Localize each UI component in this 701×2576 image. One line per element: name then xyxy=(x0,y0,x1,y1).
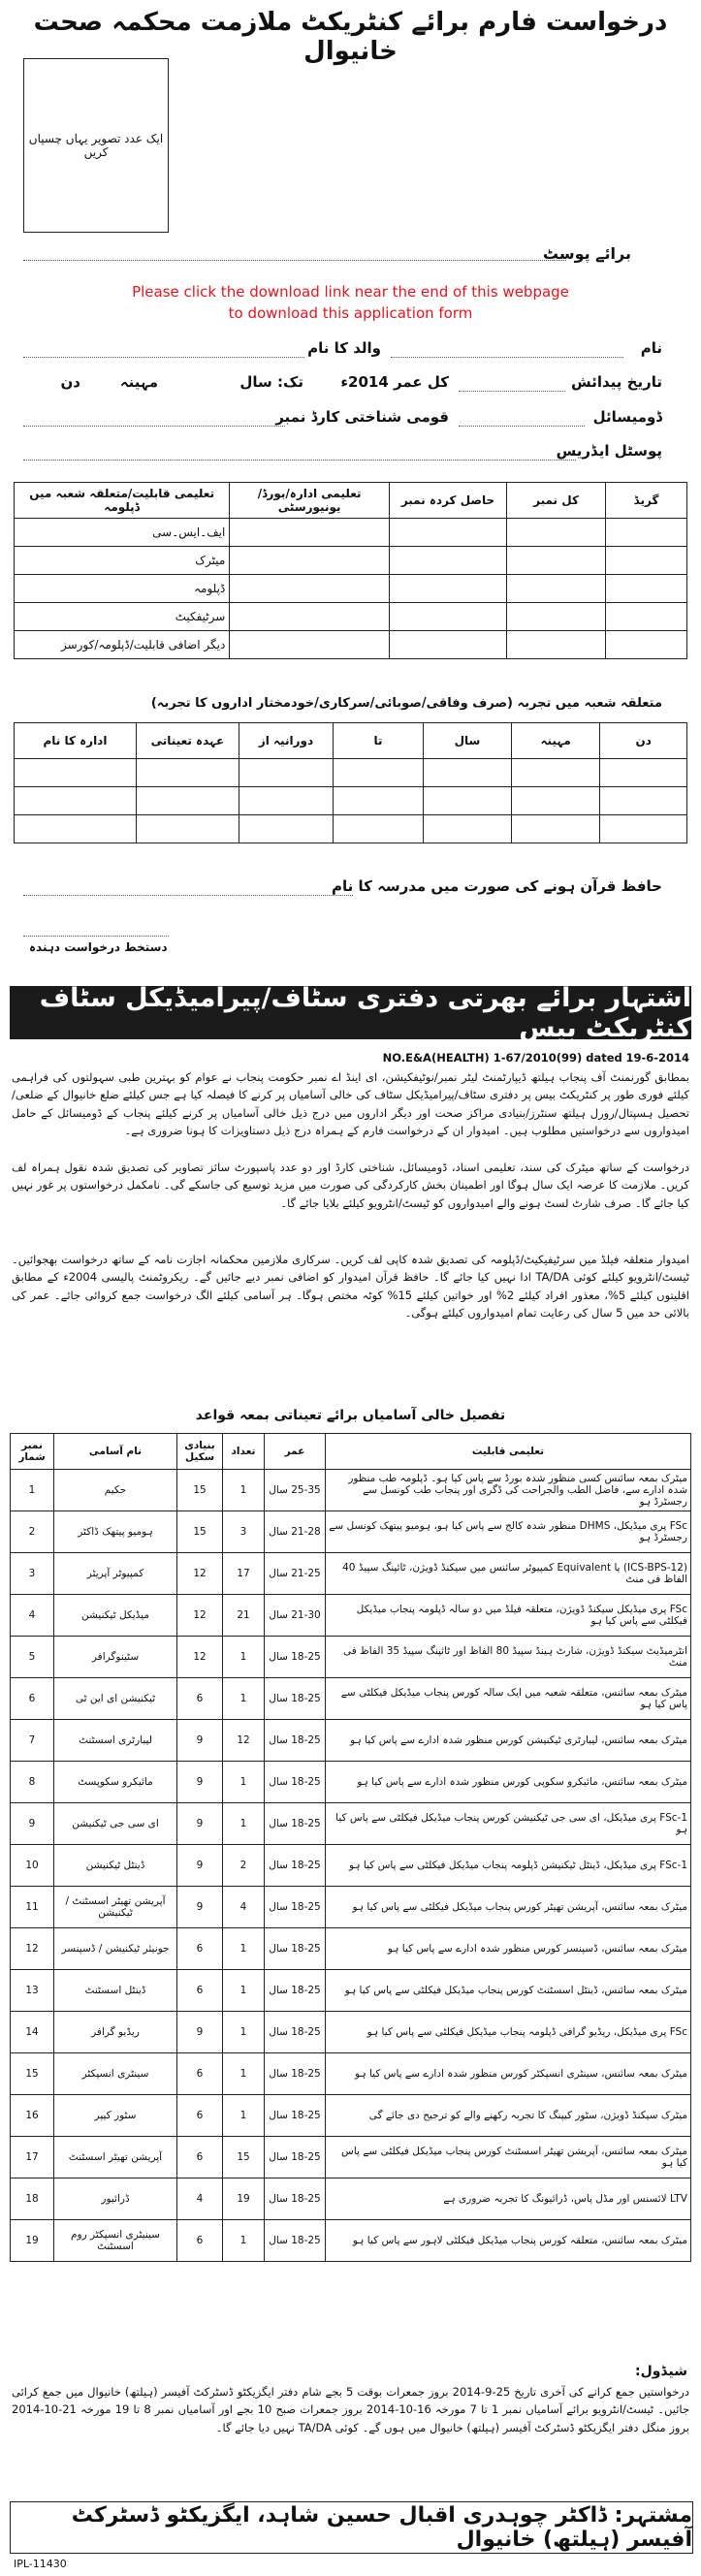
post-qualification: میٹرک بمعہ سائنس، ڈینٹل اسسٹنٹ کورس پنجاب میڈیکل فیکلٹی سے پاس کیا ہو xyxy=(326,1970,691,2012)
post-name: آپریشن تھیٹر اسسٹنٹ xyxy=(54,2137,177,2178)
posts-header: بنیادی سکیل xyxy=(177,1434,223,1470)
posts-header: تعلیمی قابلیت xyxy=(326,1434,691,1470)
post-scale: 15 xyxy=(177,1470,223,1511)
signature-line xyxy=(23,936,169,937)
post-age: 25-35 سال xyxy=(265,1470,326,1511)
post-count: 1 xyxy=(223,2095,265,2137)
experience-title: متعلقہ شعبہ میں تجربہ (صرف وفاقی/صوبائی/سرکاری/خودمختار اداروں کا تجربہ) xyxy=(150,696,662,711)
post-number: 15 xyxy=(11,2053,54,2095)
post-number: 7 xyxy=(11,1720,54,1762)
post-qualification: انٹرمیڈیٹ سیکنڈ ڈویژن، شارٹ ہینڈ سپیڈ 80 الفاظ اور ٹائپنگ سپیڈ 35 الفاظ فی منٹ xyxy=(326,1637,691,1678)
qual-header: گریڈ xyxy=(606,483,687,519)
post-scale: 9 xyxy=(177,2012,223,2053)
father-label: والد کا نام xyxy=(307,339,381,357)
qual-row-label: ڈپلومہ xyxy=(15,575,230,603)
ad-reference-date: 19-6-2014 xyxy=(625,1051,689,1065)
notice-line-2: to download this application form xyxy=(228,304,473,322)
post-number: 5 xyxy=(11,1637,54,1678)
table-row xyxy=(11,1720,691,1762)
post-age: 18-25 سال xyxy=(265,1803,326,1845)
post-name: ای سی جی ٹیکنیشن xyxy=(54,1803,177,1845)
qual-row-label: ایف۔ایس۔سی xyxy=(15,519,230,547)
table-row xyxy=(11,1970,691,2012)
cnic-label: قومی شناختی کارڈ نمبر xyxy=(275,408,449,426)
table-row xyxy=(11,2053,691,2095)
posts-table-body xyxy=(11,1470,691,2262)
download-notice xyxy=(0,281,701,324)
post-age: 18-25 سال xyxy=(265,2053,326,2095)
post-scale: 12 xyxy=(177,1553,223,1595)
post-name: سٹور کیپر xyxy=(54,2095,177,2137)
post-scale: 6 xyxy=(177,2053,223,2095)
table-row xyxy=(11,1887,691,1928)
table-row xyxy=(11,1678,691,1720)
post-qualification: میٹرک بمعہ سائنس کسی منظور شدہ بورڈ سے پاس کیا ہو۔ ڈپلومہ طب منظور شدہ ادارے سے، فاضل الطب والجراحت کی ڈگری اور پنجاب طب کونسل سے رجسٹرڈ ہو xyxy=(326,1470,691,1511)
post-label: برائے پوسٹ xyxy=(542,244,631,263)
exp-header: عہدہ تعیناتی xyxy=(136,723,239,759)
table-row xyxy=(11,1803,691,1845)
cnic-line xyxy=(23,426,285,427)
post-number: 8 xyxy=(11,1762,54,1803)
qual-header: تعلیمی ادارہ/بورڈ/یونیورسٹی xyxy=(230,483,390,519)
father-line xyxy=(23,357,304,358)
posts-header: تعداد xyxy=(223,1434,265,1470)
post-qualification: میٹرک بمعہ سائنس، متعلقہ کورس پنجاب میڈیکل فیکلٹی لاہور سے پاس کیا ہو xyxy=(326,2220,691,2262)
post-qualification: FSc پری میڈیکل، ریڈیو گرافی ڈپلومہ پنجاب میڈیکل فیکلٹی سے پاس کیا ہو xyxy=(326,2012,691,2053)
post-number: 10 xyxy=(11,1845,54,1887)
post-number: 11 xyxy=(11,1887,54,1928)
posts-header: نمبر شمار xyxy=(11,1434,54,1470)
table-row xyxy=(15,575,687,603)
post-age: 18-25 سال xyxy=(265,1678,326,1720)
post-name: ڈینٹل اسسٹنٹ xyxy=(54,1970,177,2012)
notice-line-1: Please click the download link near the end of this webpage xyxy=(132,283,569,301)
post-count: 2 xyxy=(223,1845,265,1887)
post-qualification: (ICS-BPS-12) یا Equivalent کمپیوٹر سائنس میں سیکنڈ ڈویژن، ٹائپنگ سپیڈ 40 الفاظ فی منٹ xyxy=(326,1553,691,1595)
post-scale: 9 xyxy=(177,1845,223,1887)
post-qualification: میٹرک بمعہ سائنس، متعلقہ شعبہ میں ایک سالہ کورس پنجاب میڈیکل فیکلٹی سے پاس کیا ہو xyxy=(326,1678,691,1720)
qual-row-label: دیگر اضافی قابلیت/ڈپلومہ/کورسز xyxy=(15,631,230,659)
exp-header: تا xyxy=(334,723,424,759)
post-count: 17 xyxy=(223,1553,265,1595)
table-row xyxy=(11,1470,691,1511)
exp-header: مہینہ xyxy=(511,723,599,759)
post-count: 1 xyxy=(223,1803,265,1845)
table-row xyxy=(15,759,687,787)
address-label: پوسٹل ایڈریس xyxy=(556,442,662,460)
exp-header: دن xyxy=(600,723,687,759)
post-number: 16 xyxy=(11,2095,54,2137)
post-age: 18-25 سال xyxy=(265,2220,326,2262)
experience-header-row xyxy=(15,723,687,759)
table-row xyxy=(15,631,687,659)
posts-table xyxy=(10,1433,691,2262)
post-number: 13 xyxy=(11,1970,54,2012)
post-scale: 15 xyxy=(177,1511,223,1553)
post-qualification: FSc پری میڈیکل، DHMS منظور شدہ کالج سے پاس کیا ہو، ہومیو پیتھک کونسل سے رجسٹرڈ ہو xyxy=(326,1511,691,1553)
post-scale: 6 xyxy=(177,2220,223,2262)
post-qualification: FSc-1 پری میڈیکل، ڈینٹل ٹیکنیشن ڈپلومہ پنجاب میڈیکل فیکلٹی سے پاس کیا ہو xyxy=(326,1845,691,1887)
ad-paragraph-1: بمطابق گورنمنٹ آف پنجاب ہیلتھ ڈیپارٹمنٹ لیٹر نمبر/نوٹیفکیشن، ای اینڈ اے نمبر حکومت پنجاب نے عوام کو بہترین طبی سہولتوں کی فراہمی کیلئے فوری طور پر کنٹریکٹ بیس پر دفتری سٹاف/پیرامیڈیکل سٹاف کی خالی آسامیاں پر کرنے کا فیصلہ کیا ہے جس کیلئے ضلع خانیوال کے ضلعی/تحصیل ہسپتال/رورل ہیلتھ سنٹرز/بنیادی مراکز صحت اور دیگر اداروں میں درج ذیل خالی آسامیاں پر کرنے کیلئے پنجاب کے ڈومیسائل کے حامل امیدواروں سے درخواستیں مطلوب ہیں۔ امیدوار ان کے درخواست فارم کے ہمراہ درج ذیل دستاویزات کا ہونا ضروری ہے۔ xyxy=(12,1070,689,1138)
table-row xyxy=(11,1762,691,1803)
ad-paragraph-3: امیدوار متعلقہ فیلڈ میں سرٹیفیکیٹ/ڈپلومہ کی تصدیق شدہ کاپی لف کریں۔ سرکاری ملازمین محکمانہ اجازت نامہ کے ساتھ درخواست بھجوائیں۔ ٹیسٹ/انٹرویو کیلئے کوئی TA/DA ادا نہیں کیا جائے گا۔ حافظ قرآن امیدوار کو اضافی نمبر دیے جائیں گے۔ ریکروٹمنٹ پالیسی 2004ء کے مطابق اقلیتوں کیلئے 5%، معذور افراد کیلئے 2% اور خواتین کیلئے 15% کوٹہ مختص ہوگا۔ ہر آسامی کیلئے الگ درخواست جمع کروائی جائے۔ عمر کی بالائی حد میں 5 سال کی رعایت تمام امیدواروں کیلئے ہوگی۔ xyxy=(12,1253,689,1320)
photo-box xyxy=(23,58,169,233)
post-qualification: میٹرک بمعہ سائنس، لیبارٹری ٹیکنیشن کورس منظور شدہ ادارے سے پاس کیا ہو xyxy=(326,1720,691,1762)
post-qualification: FSc پری میڈیکل سیکنڈ ڈویژن، متعلقہ فیلڈ میں دو سالہ ڈپلومہ پنجاب میڈیکل فیکلٹی سے پاس کیا ہو xyxy=(326,1595,691,1637)
post-name: ٹیکنیشن ای این ٹی xyxy=(54,1678,177,1720)
table-row xyxy=(11,1595,691,1637)
exp-header: سال xyxy=(424,723,512,759)
table-row xyxy=(11,2012,691,2053)
experience-table xyxy=(14,722,687,843)
qual-row-label: میٹرک xyxy=(15,547,230,575)
post-count: 4 xyxy=(223,1887,265,1928)
post-qualification: میٹرک بمعہ سائنس، آپریشن تھیٹر کورس پنجاب میڈیکل فیکلٹی سے پاس کیا ہو xyxy=(326,1887,691,1928)
post-name: آپریشن تھیٹر اسسٹنٹ / ٹیکنیشن xyxy=(54,1887,177,1928)
post-line xyxy=(23,260,566,261)
post-count: 19 xyxy=(223,2178,265,2220)
posts-header-row xyxy=(11,1434,691,1470)
post-qualification: LTV لائسنس اور مڈل پاس، ڈرائیونگ کا تجربہ ضروری ہے xyxy=(326,2178,691,2220)
post-name: ریڈیو گرافر xyxy=(54,2012,177,2053)
address-line xyxy=(23,460,576,461)
post-number: 17 xyxy=(11,2137,54,2178)
post-name: ڈرائیور xyxy=(54,2178,177,2220)
posts-header: نام آسامی xyxy=(54,1434,177,1470)
post-count: 1 xyxy=(223,2053,265,2095)
post-scale: 9 xyxy=(177,1720,223,1762)
post-name: ہومیو پیتھک ڈاکٹر xyxy=(54,1511,177,1553)
exp-header: دورانیہ از xyxy=(239,723,333,759)
post-age: 18-25 سال xyxy=(265,1928,326,1970)
post-name: سٹینوگرافر xyxy=(54,1637,177,1678)
post-name: میڈیکل ٹیکنیشن xyxy=(54,1595,177,1637)
ad-reference-line xyxy=(12,1049,689,1066)
schedule-text: درخواستیں جمع کرانے کی آخری تاریخ 25-9-2014 بروز جمعرات بوقت 5 بجے شام دفتر ایگزیکٹو ڈسٹرکٹ آفیسر (ہیلتھ) خانیوال میں جمع کرائی جائیں۔ ٹیسٹ/انٹرویو برائے آسامیاں نمبر 1 تا 7 مورخہ 16-10-2014 بروز جمعرات صبح 10 بجے اور آسامیاں نمبر 8 تا 19 مورخہ 21-10-2014 بروز منگل دفتر ایگزیکٹو ڈسٹرکٹ آفیسر (ہیلتھ) خانیوال میں ہوں گے۔ کوئی TA/DA نہیں دیا جائے گا۔ xyxy=(12,2385,690,2434)
post-count: 1 xyxy=(223,2012,265,2053)
table-row xyxy=(11,2178,691,2220)
qual-row-label: سرٹیفکیٹ xyxy=(15,603,230,631)
post-age: 21-28 سال xyxy=(265,1511,326,1553)
qual-header: تعلیمی قابلیت/متعلقہ شعبہ میں ڈپلومہ xyxy=(15,483,230,519)
age-label: کل عمر 2014ء xyxy=(340,373,449,391)
post-count: 1 xyxy=(223,1928,265,1970)
domicile-line xyxy=(459,426,585,427)
post-number: 18 xyxy=(11,2178,54,2220)
post-number: 4 xyxy=(11,1595,54,1637)
post-scale: 4 xyxy=(177,2178,223,2220)
post-count: 1 xyxy=(223,1762,265,1803)
post-qualification: میٹرک بمعہ سائنس، سینٹری انسپکٹر کورس منظور شدہ ادارے سے پاس کیا ہو xyxy=(326,2053,691,2095)
post-scale: 9 xyxy=(177,1803,223,1845)
post-age: 18-25 سال xyxy=(265,1845,326,1887)
ad-reference: NO.E&A(HEALTH) 1-67/2010(99) dated xyxy=(382,1051,622,1065)
post-scale: 6 xyxy=(177,1678,223,1720)
ipl-number: IPL-11430 xyxy=(14,2558,67,2570)
ad-paragraph-2: درخواست کے ساتھ میٹرک کی سند، تعلیمی اسناد، ڈومیسائل، شناختی کارڈ اور دو عدد پاسپورٹ سائز تصاویر کی تصدیق شدہ نقول ہمراہ لف کریں۔ ملازمت کا عرصہ ایک سال ہوگا اور اطمینان بخش کارکردگی کی صورت میں مزید توسیع کی جاسکے گی۔ نامکمل درخواستوں پر غور نہیں کیا جائے گا۔ صرف شارٹ لسٹ ہونے والے امیدواروں کو ٹیسٹ/انٹرویو کیلئے بلایا جائے گا۔ xyxy=(12,1161,689,1210)
post-count: 3 xyxy=(223,1511,265,1553)
post-scale: 12 xyxy=(177,1637,223,1678)
day-label: دن xyxy=(60,373,80,391)
post-scale: 12 xyxy=(177,1595,223,1637)
post-name: سینٹری انسپکٹر xyxy=(54,2053,177,2095)
post-number: 19 xyxy=(11,2220,54,2262)
post-scale: 9 xyxy=(177,1762,223,1803)
qual-header: کل نمبر xyxy=(507,483,606,519)
hafiz-line xyxy=(23,895,353,896)
post-qualification: میٹرک بمعہ سائنس، ڈسپنسر کورس منظور شدہ ادارے سے پاس کیا ہو xyxy=(326,1928,691,1970)
post-age: 18-25 سال xyxy=(265,1762,326,1803)
exp-header: ادارہ کا نام xyxy=(15,723,137,759)
post-count: 21 xyxy=(223,1595,265,1637)
table-row xyxy=(11,2137,691,2178)
post-qualification: میٹرک بمعہ سائنس، آپریشن تھیٹر اسسٹنٹ کورس پنجاب میڈیکل فیکلٹی سے پاس کیا ہو xyxy=(326,2137,691,2178)
post-age: 21-25 سال xyxy=(265,1553,326,1595)
table-row xyxy=(15,519,687,547)
qualification-table xyxy=(14,482,687,659)
name-line xyxy=(391,357,623,358)
post-scale: 6 xyxy=(177,2137,223,2178)
post-age: 18-25 سال xyxy=(265,2178,326,2220)
table-row xyxy=(11,1928,691,1970)
post-number: 14 xyxy=(11,2012,54,2053)
name-label: نام xyxy=(640,339,662,357)
dob-label: تاریخ پیدائش xyxy=(571,373,662,391)
table-row xyxy=(11,2220,691,2262)
post-scale: 6 xyxy=(177,2095,223,2137)
post-scale: 6 xyxy=(177,1970,223,2012)
post-count: 1 xyxy=(223,2220,265,2262)
domicile-label: ڈومیسائل xyxy=(592,408,662,426)
post-name: مائیکرو سکوپسٹ xyxy=(54,1762,177,1803)
post-age: 18-25 سال xyxy=(265,2137,326,2178)
post-age: 18-25 سال xyxy=(265,1970,326,2012)
table-row xyxy=(15,603,687,631)
post-name: سینیٹری انسپکٹر روم اسسٹنٹ xyxy=(54,2220,177,2262)
dob-line xyxy=(459,391,565,392)
form-title: درخواست فارم برائے کنٹریکٹ ملازمت محکمہ صحت خانیوال xyxy=(33,8,668,66)
table-row xyxy=(11,1553,691,1595)
ad-footer xyxy=(10,2501,693,2554)
post-number: 6 xyxy=(11,1678,54,1720)
ad-banner: اشتہار برائے بھرتی دفتری سٹاف/پیرامیڈیکل سٹاف کنٹریکٹ بیس xyxy=(10,986,691,1039)
post-age: 18-25 سال xyxy=(265,1720,326,1762)
table-row xyxy=(15,815,687,843)
post-age: 18-25 سال xyxy=(265,2012,326,2053)
signature-label: دستخط درخواست دہندہ xyxy=(29,940,168,954)
posts-table-title: تفصیل خالی آسامیاں برائے تعیناتی بمعہ قواعد xyxy=(195,1408,506,1423)
post-name: جونیئر ٹیکنیشن / ڈسپنسر xyxy=(54,1928,177,1970)
month-label: مہینہ xyxy=(119,373,158,391)
post-age: 18-25 سال xyxy=(265,1637,326,1678)
table-row xyxy=(11,1845,691,1887)
post-qualification: میٹرک بمعہ سائنس، مائیکرو سکوپی کورس منظور شدہ ادارے سے پاس کیا ہو xyxy=(326,1762,691,1803)
schedule-title: شیڈول: xyxy=(634,2364,687,2379)
post-scale: 9 xyxy=(177,1887,223,1928)
hafiz-label: حافظ قرآن ہونے کی صورت میں مدرسہ کا نام xyxy=(332,877,662,895)
table-row xyxy=(11,1637,691,1678)
post-qualification: میٹرک سیکنڈ ڈویژن، سٹور کیپنگ کا تجربہ رکھنے والے کو ترجیح دی جائے گی xyxy=(326,2095,691,2137)
post-age: 21-30 سال xyxy=(265,1595,326,1637)
post-count: 1 xyxy=(223,1678,265,1720)
post-count: 1 xyxy=(223,1970,265,2012)
table-row xyxy=(15,547,687,575)
post-count: 12 xyxy=(223,1720,265,1762)
post-number: 12 xyxy=(11,1928,54,1970)
age-until: تک: سال xyxy=(239,373,303,391)
qualification-header-row xyxy=(15,483,687,519)
post-name: ڈینٹل ٹیکنیشن xyxy=(54,1845,177,1887)
table-row xyxy=(15,787,687,815)
post-count: 15 xyxy=(223,2137,265,2178)
post-scale: 6 xyxy=(177,1928,223,1970)
post-count: 1 xyxy=(223,1470,265,1511)
qual-header: حاصل کردہ نمبر xyxy=(389,483,506,519)
post-number: 2 xyxy=(11,1511,54,1553)
post-age: 18-25 سال xyxy=(265,1887,326,1928)
post-count: 1 xyxy=(223,1637,265,1678)
post-name: کمپیوٹر آپریٹر xyxy=(54,1553,177,1595)
table-row xyxy=(11,1511,691,1553)
post-age: 18-25 سال xyxy=(265,2095,326,2137)
post-name: لیبارٹری اسسٹنٹ xyxy=(54,1720,177,1762)
post-number: 9 xyxy=(11,1803,54,1845)
photo-note: ایک عدد تصویر یہاں چسپاں کریں xyxy=(28,132,164,159)
post-name: حکیم xyxy=(54,1470,177,1511)
posts-header: عمر xyxy=(265,1434,326,1470)
table-row xyxy=(11,2095,691,2137)
advertiser-name: مشتہر: ڈاکٹر چوہدری اقبال حسین شاہد، ایگزیکٹو ڈسٹرکٹ آفیسر (ہیلتھ) خانیوال xyxy=(71,2503,692,2552)
post-qualification: FSc-1 پری میڈیکل، ای سی جی ٹیکنیشن کورس پنجاب میڈیکل فیکلٹی سے پاس کیا ہو xyxy=(326,1803,691,1845)
post-number: 3 xyxy=(11,1553,54,1595)
post-number: 1 xyxy=(11,1470,54,1511)
